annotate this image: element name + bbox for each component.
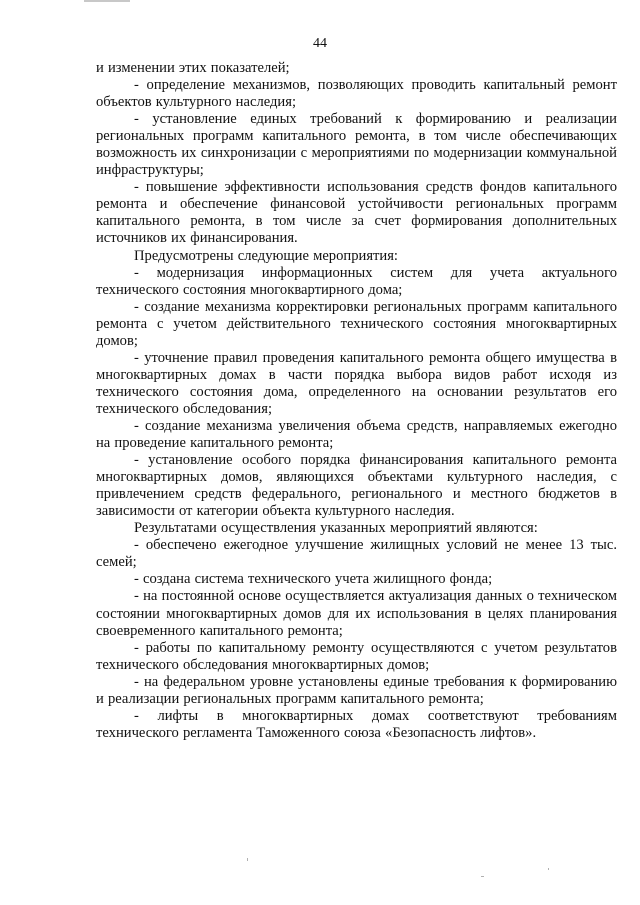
scan-speck (247, 858, 248, 861)
paragraph: - установление единых требований к формированию и реализации региональных программ капитального ремонта, в том числе обеспечивающих возможность их синхронизации с мероприятиями по модернизации коммунальной инфраструктуры; (96, 111, 617, 179)
paragraph: Предусмотрены следующие мероприятия: (134, 247, 398, 264)
scan-edge-mark (84, 0, 130, 2)
paragraph: - повышение эффективности использования средств фондов капитального ремонта и обеспечение финансовой устойчивости региональных программ капитального ремонта, в том числе за счет формирования дополнительных источников их финансирования. (96, 179, 617, 247)
scan-speck (481, 876, 484, 877)
page-number: 44 (313, 36, 327, 51)
paragraph: - обеспечено ежегодное улучшение жилищных условий не менее 13 тыс. семей; (96, 537, 617, 571)
paragraph: и изменении этих показателей; (96, 60, 290, 76)
paragraph: - создана система технического учета жилищного фонда; (134, 571, 493, 588)
paragraph: - на постоянной основе осуществляется актуализация данных о техническом состоянии многоквартирных домов для их использования в целях планирования своевременного капитального ремонта; (96, 588, 617, 639)
paragraph: - создание механизма увеличения объема средств, направляемых ежегодно на проведение капитального ремонта; (96, 417, 617, 452)
paragraph: - лифты в многоквартирных домах соответствуют требованиям технического регламента Таможенного союза «Безопасность лифтов». (96, 707, 617, 741)
paragraph: - модернизация информационных систем для учета актуального технического состояния многоквартирного дома; (96, 264, 617, 298)
paragraph: - на федеральном уровне установлены единые требования к формированию и реализации региональных программ капитального ремонта; (96, 673, 617, 707)
paragraph: - определение механизмов, позволяющих проводить капитальный ремонт объектов культурного наследия; (96, 77, 617, 111)
paragraph: - установление особого порядка финансирования капитального ремонта многоквартирных домов, являющихся объектами культурного наследия, с привлечением средств федерального, регионального и местного бюджетов в зависимости от категории объекта культурного наследия. (96, 452, 617, 520)
paragraph: - уточнение правил проведения капитального ремонта общего имущества в многоквартирных домах в части порядка выбора видов работ исходя из технического состояния дома, определенного на основании результатов его технического обследования; (96, 349, 617, 417)
scan-speck (548, 868, 549, 870)
paragraph: Результатами осуществления указанных мероприятий являются: (134, 520, 538, 537)
paragraph: - создание механизма корректировки региональных программ капитального ремонта с учетом действительного технического состояния многоквартирных домов; (96, 298, 617, 349)
document-body (96, 60, 617, 742)
paragraph: - работы по капитальному ремонту осуществляются с учетом результатов технического обследования многоквартирных домов; (96, 639, 617, 673)
